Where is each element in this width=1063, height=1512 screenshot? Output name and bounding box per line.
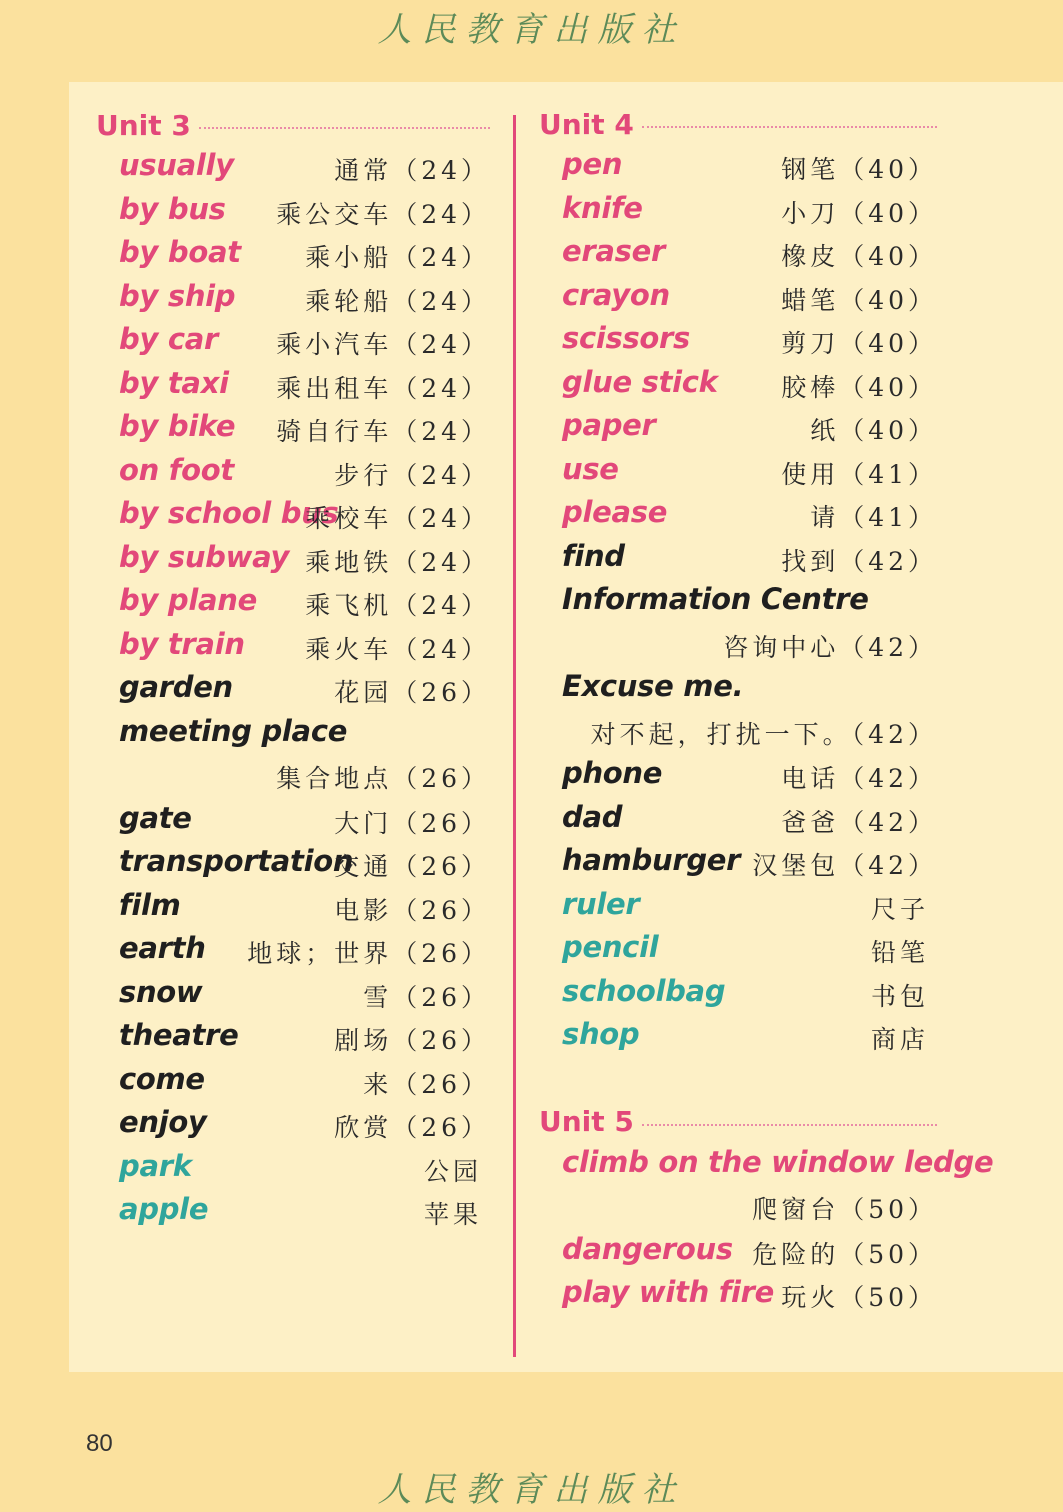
vocab-meaning: 乘公交车（24） — [276, 199, 490, 229]
vocab-meaning: 花园（26） — [334, 678, 490, 707]
vocab-entry — [119, 886, 490, 930]
vocab-entry — [562, 580, 937, 624]
vocab-word: dangerous — [562, 1231, 733, 1266]
unit5-title: Unit 5 — [539, 1105, 634, 1138]
vocab-entry — [562, 145, 937, 189]
vocab-entry — [119, 973, 490, 1017]
dotted-leader — [642, 126, 937, 128]
vocab-entry — [119, 146, 490, 190]
vocab-word: meeting place — [119, 713, 348, 748]
vocab-entry — [562, 928, 937, 972]
vocab-meaning: 公园 — [423, 1156, 482, 1186]
vocab-word: theatre — [119, 1018, 239, 1052]
vocab-meaning: 咨询中心（42） — [723, 632, 937, 662]
vocab-word: play with fire — [562, 1275, 775, 1309]
vocab-word: earth — [119, 931, 206, 965]
vocab-word: use — [562, 451, 619, 486]
vocab-meaning: 乘小船（24） — [305, 243, 490, 272]
vocab-entry — [562, 1143, 994, 1187]
dotted-leader — [199, 127, 490, 129]
unit4-title: Unit 4 — [539, 107, 634, 141]
vocab-meaning: 爸爸（42） — [781, 807, 937, 837]
vocab-word: pencil — [562, 930, 659, 964]
vocab-meaning: 书包 — [870, 981, 929, 1011]
vocab-meaning: 乘飞机（24） — [305, 591, 490, 620]
vocab-word: by car — [119, 322, 219, 356]
vocab-entry — [119, 451, 490, 495]
unit5-heading — [539, 1101, 937, 1143]
vocab-meaning: 对不起，打扰一下。（42） — [590, 719, 937, 749]
vocab-meaning: 步行（24） — [334, 460, 490, 490]
vocab-word: by ship — [119, 278, 236, 313]
vocab-word: crayon — [562, 277, 670, 312]
vocab-entry — [119, 233, 490, 277]
vocab-word: apple — [119, 1192, 209, 1226]
unit3-word-list — [96, 146, 490, 1234]
vocab-entry — [562, 319, 937, 363]
vocab-word: pen — [562, 147, 623, 181]
vocab-meaning: 雪（26） — [363, 982, 490, 1012]
vocab-entry — [119, 364, 490, 408]
unit4-column — [539, 103, 994, 1317]
vocab-entry — [562, 450, 937, 494]
vocab-word: paper — [562, 408, 656, 442]
vocab-word: transportation — [119, 844, 354, 878]
vocab-word: by train — [119, 626, 245, 661]
vocab-entry — [562, 667, 937, 711]
vocab-entry — [119, 581, 490, 625]
vocab-entry — [562, 406, 937, 450]
vocab-meaning: 橡皮（40） — [781, 242, 937, 271]
vocab-meaning: 乘火车（24） — [305, 634, 490, 664]
vocab-entry — [119, 1103, 490, 1147]
vocab-meaning: 钢笔（40） — [781, 155, 937, 184]
vocab-entry — [562, 276, 937, 320]
vocab-entry — [119, 277, 490, 321]
vocab-meaning: 通常（24） — [334, 156, 490, 185]
vocab-word: park — [119, 1148, 192, 1183]
vocab-word: scissors — [562, 321, 691, 355]
vocab-meaning: 乘出租车（24） — [276, 373, 490, 403]
vocab-meaning: 乘小汽车（24） — [276, 330, 490, 359]
vocab-word: by bike — [119, 409, 236, 443]
vocab-entry — [562, 1186, 937, 1230]
vocab-word: phone — [562, 756, 663, 790]
vocab-entry — [562, 885, 937, 929]
vocab-entry — [562, 1015, 937, 1059]
vocab-meaning: 危险的（50） — [752, 1239, 937, 1269]
vocab-word: shop — [562, 1017, 640, 1051]
vocab-word: by bus — [119, 191, 226, 226]
vocab-meaning: 集合地点（26） — [276, 764, 490, 793]
vocab-entry — [119, 190, 490, 234]
vocab-meaning: 爬窗台（50） — [752, 1195, 937, 1224]
vocab-word: by plane — [119, 583, 257, 617]
column-divider — [513, 115, 516, 1357]
vocab-word: please — [562, 495, 668, 529]
vocab-entry — [562, 972, 937, 1016]
vocab-meaning: 乘校车（24） — [305, 504, 490, 533]
vocab-entry — [562, 754, 937, 798]
vocab-meaning: 蜡笔（40） — [781, 285, 937, 315]
vocab-entry — [119, 1147, 490, 1191]
vocab-meaning: 大门（26） — [334, 808, 490, 838]
vocab-entry — [119, 755, 490, 799]
vocab-word: by boat — [119, 235, 241, 269]
unit4-word-list — [539, 145, 937, 1059]
vocab-entry — [562, 232, 937, 276]
vocab-meaning: 胶棒（40） — [781, 372, 937, 402]
vocab-word: glue stick — [562, 364, 718, 399]
vocab-entry — [562, 493, 937, 537]
vocab-meaning: 欣赏（26） — [334, 1113, 490, 1142]
vocab-word: by taxi — [119, 365, 229, 400]
unit5-word-list — [539, 1143, 994, 1317]
vocab-entry — [119, 1190, 490, 1234]
vocab-meaning: 纸（40） — [810, 416, 937, 445]
vocab-word: snow — [119, 974, 203, 1009]
vocab-meaning: 请（41） — [810, 503, 937, 532]
vocab-word: enjoy — [119, 1105, 207, 1139]
vocab-word: climb on the window ledge — [562, 1144, 994, 1179]
vocab-word: dad — [562, 799, 623, 834]
vocab-word: schoolbag — [562, 973, 726, 1008]
vocab-entry — [562, 624, 937, 668]
vocab-entry — [119, 407, 490, 451]
vocab-meaning: 苹果 — [423, 1200, 482, 1229]
vocab-entry — [119, 842, 490, 886]
vocab-entry — [562, 537, 937, 581]
vocab-entry — [562, 189, 937, 233]
unit4-heading — [539, 103, 937, 145]
vocab-meaning: 电话（42） — [781, 764, 937, 793]
vocab-entry — [562, 1273, 937, 1317]
dotted-leader — [642, 1124, 937, 1126]
vocab-entry — [562, 1230, 937, 1274]
vocab-entry — [119, 538, 490, 582]
vocab-meaning: 交通（26） — [334, 852, 490, 881]
vocab-word: Excuse me. — [562, 669, 744, 703]
vocab-entry — [119, 1060, 490, 1104]
vocab-word: Information Centre — [562, 582, 869, 616]
vocab-entry — [562, 363, 937, 407]
unit3-heading — [96, 104, 490, 146]
vocab-entry — [119, 799, 490, 843]
vocab-word: hamburger — [562, 843, 741, 877]
vocab-meaning: 骑自行车（24） — [276, 417, 490, 446]
vocab-meaning: 铅笔 — [870, 938, 929, 967]
vocab-meaning: 电影（26） — [334, 895, 490, 925]
vocab-meaning: 地球；世界（26） — [247, 939, 490, 968]
vocab-word: ruler — [562, 886, 640, 921]
vocab-entry — [562, 798, 937, 842]
vocab-meaning: 找到（42） — [781, 546, 937, 576]
vocab-meaning: 剧场（26） — [334, 1026, 490, 1055]
vocab-word: on foot — [119, 452, 234, 487]
vocab-word: by school bus — [119, 496, 339, 530]
publisher-logo-top: 人民教育出版社 — [377, 10, 686, 50]
vocab-word: gate — [119, 800, 192, 835]
vocab-entry — [562, 711, 937, 755]
vocab-entry — [119, 320, 490, 364]
vocab-meaning: 尺子 — [870, 894, 929, 924]
vocab-meaning: 来（26） — [363, 1069, 490, 1099]
vocab-word: eraser — [562, 234, 665, 268]
vocab-word: knife — [562, 190, 643, 225]
vocab-meaning: 商店 — [870, 1025, 929, 1054]
vocab-word: film — [119, 887, 181, 922]
vocab-meaning: 剪刀（40） — [781, 329, 937, 358]
vocab-entry — [119, 494, 490, 538]
vocab-meaning: 汉堡包（42） — [752, 851, 937, 880]
vocab-meaning: 小刀（40） — [781, 198, 937, 228]
vocab-entry — [119, 1016, 490, 1060]
publisher-logo-bottom: 人民教育出版社 — [377, 1470, 686, 1510]
vocab-meaning: 乘轮船（24） — [305, 286, 490, 316]
vocab-word: by subway — [119, 539, 290, 574]
vocab-entry — [119, 929, 490, 973]
vocab-entry — [119, 712, 490, 756]
vocab-word: find — [562, 538, 625, 573]
vocab-word: come — [119, 1061, 205, 1096]
unit3-column — [96, 104, 490, 1234]
vocab-word: garden — [119, 670, 233, 704]
vocab-entry — [119, 625, 490, 669]
vocab-meaning: 玩火（50） — [781, 1283, 937, 1312]
page-number: 80 — [86, 1430, 113, 1457]
vocab-word: usually — [119, 148, 234, 182]
vocab-entry — [119, 668, 490, 712]
vocab-meaning: 乘地铁（24） — [305, 547, 490, 577]
vocab-meaning: 使用（41） — [781, 459, 937, 489]
vocab-entry — [562, 841, 937, 885]
unit3-title: Unit 3 — [96, 108, 191, 142]
